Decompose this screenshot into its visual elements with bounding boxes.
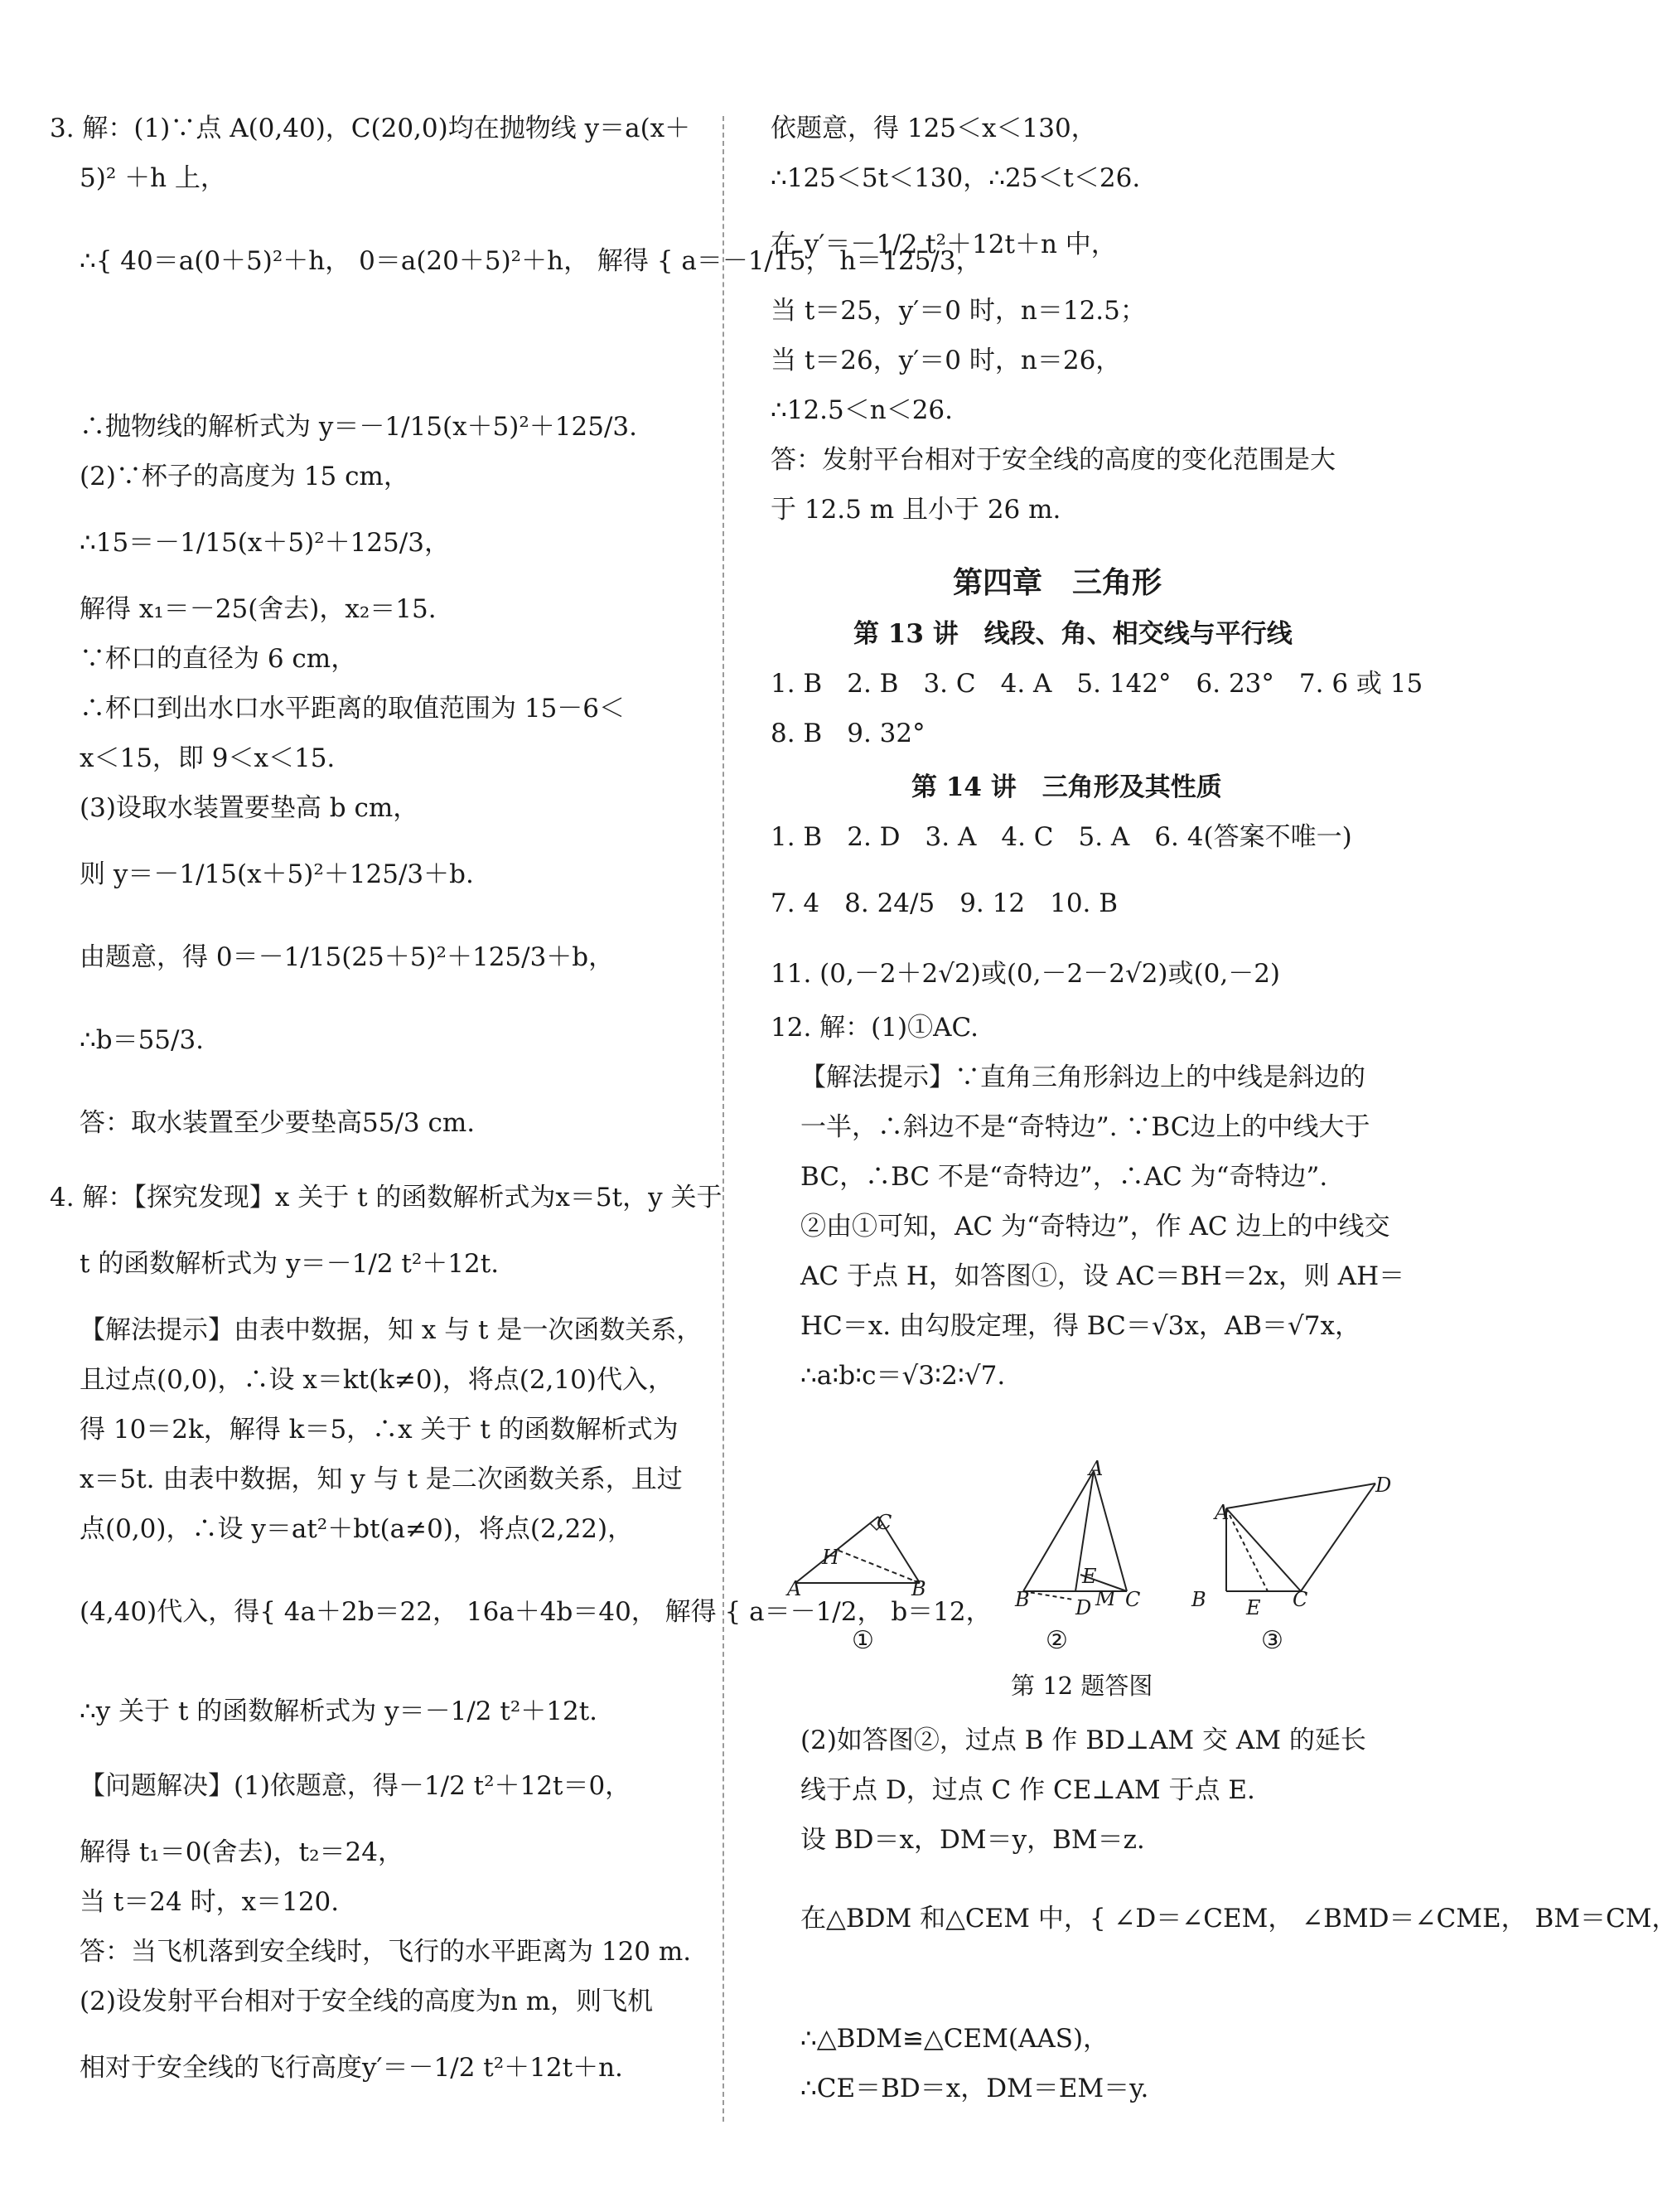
answer-item: 3. C xyxy=(923,669,976,699)
answer-item: 7. 4 xyxy=(771,888,820,918)
left-text-line: ∴b＝55/3. xyxy=(80,1025,205,1055)
left-text-line: x＝5t. 由表中数据，知 y 与 t 是二次函数关系，且过 xyxy=(80,1464,683,1494)
q12-line: HC＝x. 由勾股定理，得 BC＝√3x，AB＝√7x， xyxy=(800,1311,1360,1341)
right-text-line: 依题意，得 125＜x＜130， xyxy=(771,114,1097,143)
left-text-line: (4,40)代入，得{ 4a＋2b＝22， 16a＋4b＝40， 解得 { a＝－1/2， b＝12， xyxy=(80,1597,992,1627)
figure-1-triangle xyxy=(787,1475,969,1608)
q12-part2-line: ∴CE＝BD＝x，DM＝EM＝y. xyxy=(800,2074,1149,2103)
left-text-line: 得 10＝2k，解得 k＝5，∴x 关于 t 的函数解析式为 xyxy=(80,1415,679,1445)
q12-part2-line: 在△BDM 和△CEM 中，{ ∠D＝∠CEM， ∠BMD＝∠CME， BM＝CM， xyxy=(800,1904,1677,1934)
answer-item: 8. 24/5 xyxy=(844,888,935,918)
q12-line: ②由①可知，AC 为“奇特边”，作 AC 边上的中线交 xyxy=(800,1212,1390,1242)
left-text-line: ∴{ 40＝a(0＋5)²＋h， 0＝a(20＋5)²＋h， 解得 { a＝－1/15， h＝125/3， xyxy=(80,246,982,276)
answer-item: 2. B xyxy=(847,669,899,699)
answer-item: 1. B xyxy=(771,822,823,852)
left-text-line: 答：当飞机落到安全线时，飞行的水平距离为 120 m. xyxy=(80,1937,692,1967)
fig2-vertex-label: M xyxy=(1095,1587,1116,1610)
left-text-line: 且过点(0,0)，∴设 x＝kt(k≠0)，将点(2,10)代入， xyxy=(80,1365,674,1395)
answer-item: 2. D xyxy=(847,822,901,852)
answer-item: 8. B xyxy=(771,719,823,748)
left-text-line: 【问题解决】(1)依题意，得－1/2 t²＋12t＝0， xyxy=(80,1771,631,1801)
right-text-line: ∴125＜5t＜130，∴25＜t＜26. xyxy=(771,163,1141,193)
answer-item: 6. 23° xyxy=(1196,669,1274,699)
left-text-line: ∵杯口的直径为 6 cm， xyxy=(80,644,357,674)
lesson-13-answers-row2 xyxy=(771,721,950,747)
chapter-title: 第四章 三角形 xyxy=(953,565,1162,600)
answer-item: 1. B xyxy=(771,669,823,699)
q12-line: 一半，∴斜边不是“奇特边”. ∵BC边上的中线大于 xyxy=(800,1112,1370,1142)
q12-line: 12. 解：(1)①AC. xyxy=(771,1013,979,1043)
fig2-vertex-label: A xyxy=(1089,1457,1104,1480)
answer-item: 7. 6 或 15 xyxy=(1298,669,1423,699)
left-text-line: (2)设发射平台相对于安全线的高度为n m，则飞机 xyxy=(80,1987,654,2016)
fig1-vertex-label: H xyxy=(822,1546,839,1569)
left-text-line: 【解法提示】由表中数据，知 x 与 t 是一次函数关系， xyxy=(80,1315,703,1345)
left-text-line: 相对于安全线的飞行高度y′＝－1/2 t²＋12t＋n. xyxy=(80,2053,623,2083)
left-text-line: (2)∵杯子的高度为 15 cm， xyxy=(80,462,409,491)
left-text-line: 解得 x₁＝－25(舍去)，x₂＝15. xyxy=(80,594,437,624)
fig3-vertex-label: E xyxy=(1246,1596,1261,1619)
fig2-vertex-label: D xyxy=(1075,1596,1092,1619)
figure-caption: 第 12 题答图 xyxy=(1011,1672,1153,1700)
q12-part2-line: ∴△BDM≌△CEM(AAS)， xyxy=(800,2024,1109,2054)
q12-line: ∴a∶b∶c＝√3∶2∶√7. xyxy=(800,1361,1006,1391)
right-text-line: ∴12.5＜n＜26. xyxy=(771,395,954,425)
left-text-line: 点(0,0)，∴设 y＝at²＋bt(a≠0)，将点(2,22)， xyxy=(80,1514,634,1544)
left-text-line: 4. 解：【探究发现】x 关于 t 的函数解析式为x＝5t，y 关于 xyxy=(50,1183,723,1212)
left-text-line: ∴15＝－1/15(x＋5)²＋125/3， xyxy=(80,528,450,558)
left-text-line: ∴抛物线的解析式为 y＝－1/15(x＋5)²＋125/3. xyxy=(80,412,637,442)
lesson-14-answers-row2 xyxy=(771,888,1143,918)
right-text-line: 在 y′＝－1/2 t²＋12t＋n 中， xyxy=(771,230,1117,259)
q12-part2-line: 设 BD＝x，DM＝y，BM＝z. xyxy=(800,1825,1145,1855)
lesson-13-title: 第 13 讲 线段、角、相交线与平行线 xyxy=(853,619,1293,649)
answer-item: 5. A xyxy=(1078,822,1130,852)
figure-number: ③ xyxy=(1261,1626,1283,1655)
left-text-line: 5)² ＋h 上， xyxy=(80,163,226,193)
fig1-vertex-label: C xyxy=(877,1511,892,1534)
q12-line: AC 于点 H，如答图①，设 AC＝BH＝2x，则 AH＝ xyxy=(800,1261,1405,1291)
right-text-line: 当 t＝25，y′＝0 时，n＝12.5； xyxy=(771,296,1146,326)
lesson-14-title: 第 14 讲 三角形及其性质 xyxy=(911,772,1222,802)
figure-3-quadrilateral xyxy=(1210,1467,1400,1611)
answer-item: 10. B xyxy=(1050,888,1119,918)
fig2-vertex-label: E xyxy=(1082,1565,1097,1588)
left-text-line: ∴y 关于 t 的函数解析式为 y＝－1/2 t²＋12t. xyxy=(80,1697,598,1726)
fig2-vertex-label: C xyxy=(1125,1588,1141,1611)
left-text-line: 由题意，得 0＝－1/15(25＋5)²＋125/3＋b， xyxy=(80,942,615,972)
q12-line: BC，∴BC 不是“奇特边”，∴AC 为“奇特边”. xyxy=(800,1162,1328,1192)
answer-item: 9. 32° xyxy=(847,719,925,748)
lesson-14-answers-row1 xyxy=(771,822,1377,852)
left-text-line: x＜15，即 9＜x＜15. xyxy=(80,743,336,773)
lesson-13-answers-row1 xyxy=(771,671,1447,697)
q12-line: 【解法提示】∵直角三角形斜边上的中线是斜边的 xyxy=(800,1062,1365,1092)
right-text-line: 当 t＝26，y′＝0 时，n＝26， xyxy=(771,346,1122,375)
left-text-line: 解得 t₁＝0(舍去)，t₂＝24， xyxy=(80,1837,404,1867)
q12-part2-line: (2)如答图②，过点 B 作 BD⊥AM 交 AM 的延长 xyxy=(800,1726,1366,1755)
fig3-vertex-label: A xyxy=(1215,1501,1230,1524)
fig1-vertex-label: B xyxy=(911,1577,926,1600)
answer-item: 9. 12 xyxy=(959,888,1026,918)
answer-item: 3. A xyxy=(925,822,977,852)
figure-number: ② xyxy=(1046,1626,1068,1655)
fig2-vertex-label: B xyxy=(1015,1588,1030,1611)
right-text-line: 于 12.5 m 且小于 26 m. xyxy=(771,495,1061,525)
figure-number: ① xyxy=(852,1626,874,1655)
fig3-vertex-label: B xyxy=(1191,1588,1206,1611)
right-text-line: 答：发射平台相对于安全线的高度的变化范围是大 xyxy=(771,445,1336,475)
left-text-line: ∴杯口到出水口水平距离的取值范围为 15－6＜ xyxy=(80,694,626,724)
q12-part2-line: 线于点 D，过点 C 作 CE⊥AM 于点 E. xyxy=(800,1775,1255,1805)
question-11-answer: 11. (0,－2＋2√2)或(0,－2－2√2)或(0,－2) xyxy=(771,959,1281,989)
left-text-line: t 的函数解析式为 y＝－1/2 t²＋12t. xyxy=(80,1249,500,1279)
fig3-vertex-label: D xyxy=(1375,1474,1392,1497)
column-divider xyxy=(723,116,724,2122)
left-text-line: 当 t＝24 时，x＝120. xyxy=(80,1887,340,1917)
answer-item: 4. A xyxy=(1000,669,1052,699)
answer-item: 4. C xyxy=(1001,822,1054,852)
fig3-vertex-label: C xyxy=(1293,1588,1308,1611)
fig1-vertex-label: A xyxy=(787,1577,802,1600)
left-text-line: 3. 解：(1)∵点 A(0,40)，C(20,0)均在抛物线 y＝a(x＋ xyxy=(50,114,691,143)
left-text-line: (3)设取水装置要垫高 b cm， xyxy=(80,793,419,823)
left-text-line: 答：取水装置至少要垫高55/3 cm. xyxy=(80,1108,476,1138)
left-text-line: 则 y＝－1/15(x＋5)²＋125/3＋b. xyxy=(80,859,474,889)
answer-item: 5. 142° xyxy=(1076,669,1172,699)
answer-item: 6. 4(答案不唯一) xyxy=(1154,822,1352,852)
